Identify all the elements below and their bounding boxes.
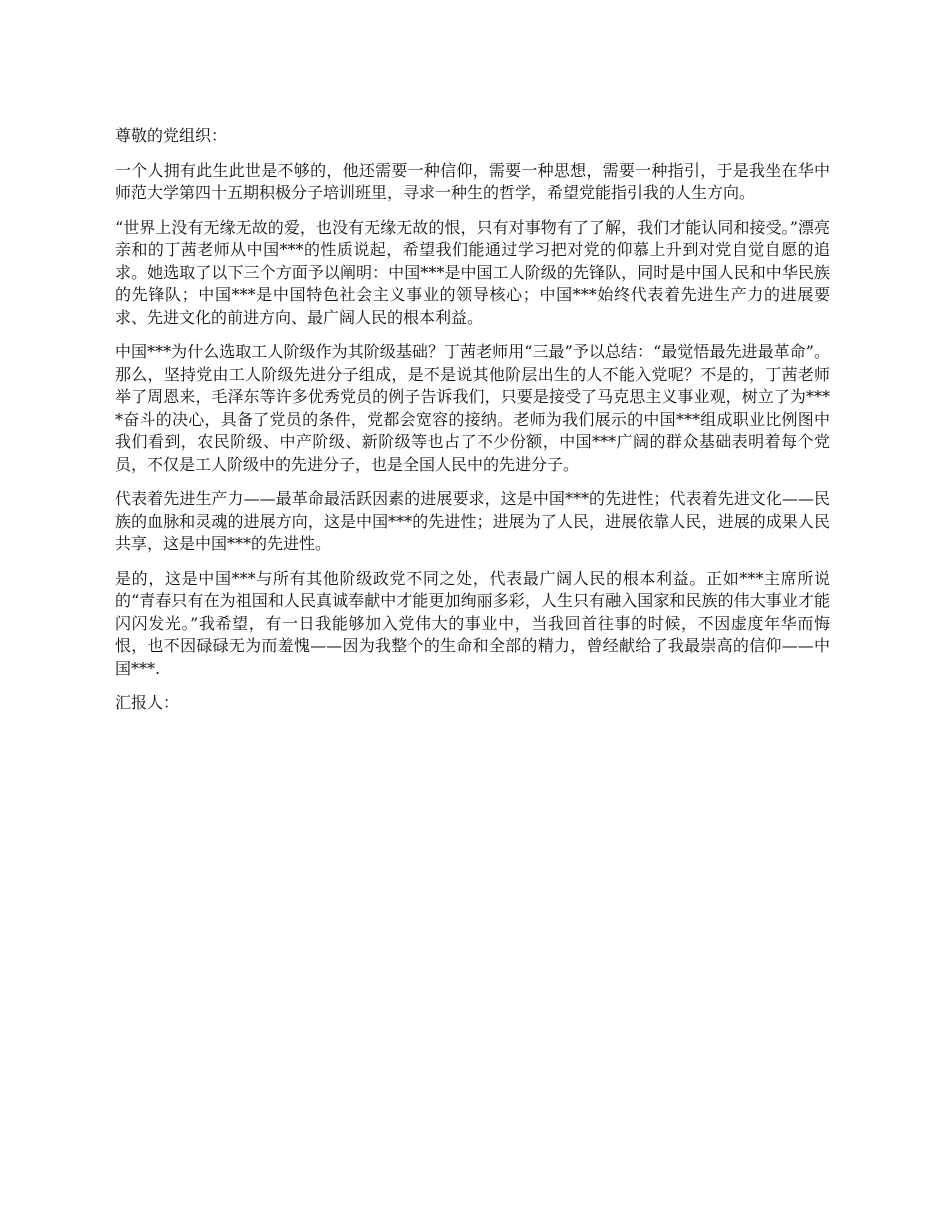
paragraph-2: “世界上没有无缘无故的爱，也没有无缘无故的恨，只有对事物有了了解，我们才能认同和接受。”漂亮亲和的丁茜老师从中国***的性质说起，希望我们能通过学习把对党的仰慕上升到对党自觉自愿的追求。她选取了以下三个方面予以阐明：中国***是中国工人阶级的先锋队，同时是中国人民和中华民族的先锋队；中国***是中国特色社会主义事业的领导核心；中国***始终代表着先进生产力的进展要求、先进文化的前进方向、最广阔人民的根本利益。 xyxy=(115,217,830,327)
paragraph-3: 中国***为什么选取工人阶级作为其阶级基础？丁茜老师用“三最”予以总结：“最觉悟最先进最革命”。那么，坚持党由工人阶级先进分子组成，是不是说其他阶层出生的人不能入党呢？不是的，丁茜老师举了周恩来，毛泽东等许多优秀党员的例子告诉我们，只要是接受了马克思主义事业观，树立了为****奋斗的决心，具备了党员的条件，党都会宽容的接纳。老师为我们展示的中国***组成职业比例图中我们看到，农民阶级、中产阶级、新阶级等也占了不少份额，中国***广阔的群众基础表明着每个党员，不仅是工人阶级中的先进分子，也是全国人民中的先进分子。 xyxy=(115,342,830,474)
paragraph-4: 代表着先进生产力——最革命最活跃因素的进展要求，这是中国***的先进性；代表着先进文化——民族的血脉和灵魂的进展方向，这是中国***的先进性；进展为了人民，进展依靠人民，进展的成果人民共享，这是中国***的先进性。 xyxy=(115,489,830,553)
document-page xyxy=(115,125,830,727)
paragraph-1: 一个人拥有此生此世是不够的，他还需要一种信仰，需要一种思想，需要一种指引，于是我坐在华中师范大学第四十五期积极分子培训班里，寻求一种生的哲学，希望党能指引我的人生方向。 xyxy=(115,160,830,202)
salutation: 尊敬的党组织： xyxy=(115,126,228,145)
paragraph-5: 是的，这是中国***与所有其他阶级政党不同之处，代表最广阔人民的根本利益。正如***主席所说的“青春只有在为祖国和人民真诚奉献中才能更加绚丽多彩，人生只有融入国家和民族的伟大事业才能闪闪发光。”我希望，有一日我能够加入党伟大的事业中，当我回首往事的时候，不因虚度年华而悔恨，也不因碌碌无为而羞愧——因为我整个的生命和全部的精力，曾经献给了我最崇高的信仰——中国***. xyxy=(115,568,830,678)
signature-label: 汇报人： xyxy=(115,693,180,712)
